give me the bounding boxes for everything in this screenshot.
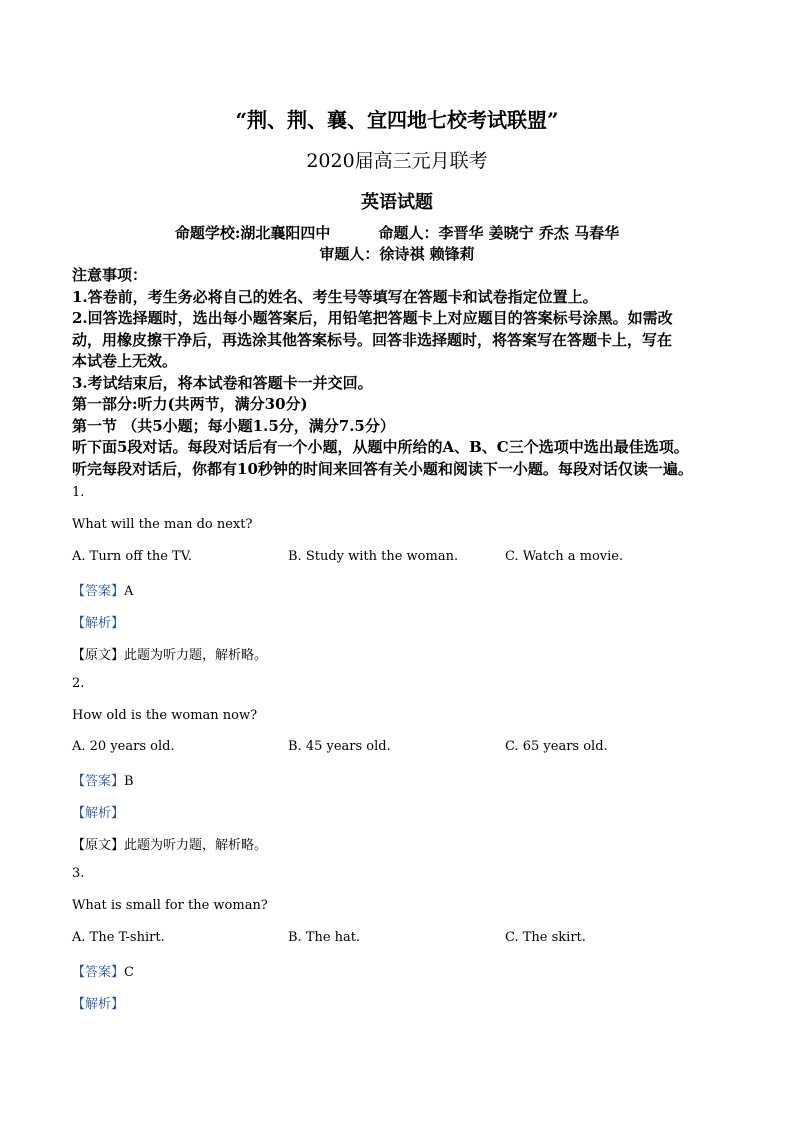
option-b: B. 45 years old. bbox=[288, 739, 391, 754]
question-number: 2. bbox=[72, 676, 85, 691]
instructions-block bbox=[72, 265, 732, 480]
answer-value: A bbox=[124, 584, 134, 599]
analysis-row bbox=[72, 993, 124, 1012]
subject-title: 英语试题 bbox=[361, 192, 433, 213]
answer-row bbox=[72, 961, 134, 980]
instruction-item: 2.回答选择题时，选出每小题答案后，用铅笔把答题卡上对应题目的答案标号涂黑。如需改 bbox=[72, 309, 673, 327]
option-a: A. 20 years old. bbox=[72, 739, 175, 754]
analysis-label: 【解析】 bbox=[72, 997, 125, 1012]
author-line bbox=[0, 222, 794, 243]
original-row bbox=[72, 644, 267, 663]
answer-row bbox=[72, 580, 133, 599]
original-label: 【原文】 bbox=[72, 648, 125, 663]
instruction-item: 本试卷上无效。 bbox=[72, 352, 178, 370]
instruction-item: 1.答卷前，考生务必将自己的姓名、考生号等填写在答题卡和试卷指定位置上。 bbox=[72, 287, 598, 306]
answer-label: 【答案】 bbox=[72, 965, 125, 980]
original-row bbox=[72, 834, 267, 853]
option-c: C. Watch a movie. bbox=[505, 549, 624, 564]
analysis-label: 【解析】 bbox=[72, 616, 125, 631]
answer-value: C bbox=[124, 965, 134, 980]
question-number: 3. bbox=[72, 866, 85, 881]
option-b: B. Study with the woman. bbox=[288, 549, 459, 564]
question-text: What will the man do next? bbox=[72, 517, 253, 532]
original-text: 此题为听力题，解析略。 bbox=[124, 838, 268, 853]
answer-value: B bbox=[124, 774, 134, 789]
analysis-row bbox=[72, 612, 124, 631]
question-text: How old is the woman now? bbox=[72, 708, 258, 723]
option-c: C. 65 years old. bbox=[505, 739, 608, 754]
option-a: A. Turn off the TV. bbox=[72, 549, 192, 564]
school-name: 命题学校:湖北襄阳四中 bbox=[174, 224, 331, 242]
instructions-heading: 注意事项： bbox=[72, 266, 148, 284]
option-c: C. The skirt. bbox=[505, 930, 586, 945]
exam-alliance-title: “荆、荆、襄、宜四地七校考试联盟” bbox=[235, 108, 559, 132]
question-number: 1. bbox=[72, 485, 85, 500]
instruction-item: 3.考试结束后，将本试卷和答题卡一并交回。 bbox=[72, 373, 373, 392]
answer-label: 【答案】 bbox=[72, 774, 125, 789]
answer-row bbox=[72, 770, 134, 789]
original-text: 此题为听力题，解析略。 bbox=[124, 648, 268, 663]
option-a: A. The T-shirt. bbox=[72, 930, 165, 945]
answer-label: 【答案】 bbox=[72, 584, 125, 599]
option-b: B. The hat. bbox=[288, 930, 361, 945]
original-label: 【原文】 bbox=[72, 838, 125, 853]
part-heading: 第一部分:听力(共两节，满分30分) bbox=[72, 395, 308, 413]
section-heading: 第一节 （共5小题；每小题1.5分，满分7.5分） bbox=[72, 416, 395, 435]
analysis-row bbox=[72, 802, 124, 821]
exam-session-title: 2020届高三元月联考 bbox=[306, 150, 488, 172]
question-text: What is small for the woman? bbox=[72, 898, 268, 913]
instruction-item: 动，用橡皮擦干净后，再选涂其他答案标号。回答非选择题时，将答案写在答题卡上，写在 bbox=[72, 330, 673, 349]
directions-text: 听下面5段对话。每段对话后有一个小题，从题中所给的A、B、C三个选项中选出最佳选项。 bbox=[72, 438, 689, 456]
reviewers-line: 审题人：徐诗祺 赖锋莉 bbox=[319, 245, 475, 263]
authors-names: 命题人：李晋华 姜晓宁 乔杰 马春华 bbox=[378, 224, 620, 242]
analysis-label: 【解析】 bbox=[72, 806, 125, 821]
directions-text: 听完每段对话后，你都有10秒钟的时间来回答有关小题和阅读下一小题。每段对话仅读一遍。 bbox=[72, 459, 693, 478]
